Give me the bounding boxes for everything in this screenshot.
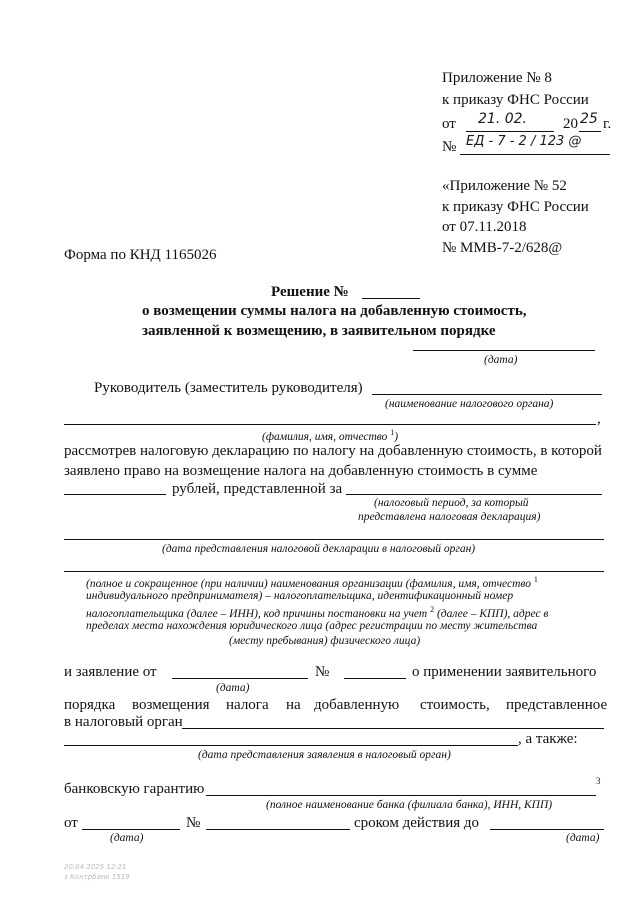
- application-submit-date-field: [64, 745, 518, 746]
- decision-number-field: [362, 298, 420, 299]
- tax-period-caption-2: представлена налоговая декларация): [358, 511, 541, 523]
- old-appendix-line4: № ММВ-7-2/628@: [442, 240, 563, 256]
- guarantee-label: банковскую гарантию: [64, 781, 205, 797]
- organization-caption-2: индивидуального предпринимателя) – налогоплательщика, идентификационный номер: [86, 590, 514, 602]
- decision-date-field: [413, 350, 595, 351]
- old-appendix-line3: от 07.11.2018: [442, 219, 527, 235]
- application-line-word-7: представленное: [506, 697, 608, 713]
- old-appendix-line2: к приказу ФНС России: [442, 199, 589, 215]
- appendix-year-prefix: 20: [563, 116, 578, 132]
- appendix-order: к приказу ФНС России: [442, 92, 589, 108]
- application-line-word-1: порядка: [64, 697, 116, 713]
- appendix-year-suffix: г.: [603, 116, 612, 132]
- organization-caption-3a: налогоплательщика (далее – ИНН), код причины постановки на учет: [86, 607, 428, 620]
- head-fio-comma: ,: [597, 411, 601, 427]
- registration-stamp-line-1: 20.04 2025 12:21: [64, 863, 127, 871]
- application-line-word-3: налога: [226, 697, 269, 713]
- head-fio-caption: (фамилия, имя, отчество: [262, 430, 388, 443]
- tax-authority-caption: (наименование налогового органа): [385, 398, 554, 410]
- footnote-1-marker-2: 1: [533, 575, 538, 584]
- tax-authority-field: [372, 394, 602, 395]
- decision-date-caption: (дата): [484, 354, 518, 366]
- appendix-date-underline: [466, 131, 554, 132]
- organization-caption-5: (месту пребывания) физического лица): [229, 635, 421, 647]
- application-date-field: [172, 678, 308, 679]
- organization-caption-4: пределах места нахождения юридического лица (адрес регистрации по месту жительства: [86, 620, 538, 632]
- application-num-field: [344, 678, 406, 679]
- appendix-date-handwritten: 21. 02.: [478, 111, 527, 127]
- appendix-date-prefix: от: [442, 116, 456, 132]
- application-about: о применении заявительного: [412, 664, 597, 680]
- body-line-2: заявлено право на возмещение налога на добавленную стоимость в сумме: [64, 463, 538, 479]
- decision-subtitle-1: о возмещении суммы налога на добавленную стоимость,: [142, 303, 527, 319]
- rubles-text: рублей, представленной за: [172, 481, 343, 497]
- organization-caption-1: (полное и сокращенное (при наличии) наименования организации (фамилия, имя, отчество: [86, 577, 532, 590]
- application-num-label: №: [315, 664, 330, 680]
- appendix-number: Приложение № 8: [442, 70, 552, 86]
- guarantee-date-caption: (дата): [110, 832, 144, 844]
- body-line-1: рассмотрев налоговую декларацию по налогу на добавленную стоимость, в которой: [64, 443, 602, 459]
- decision-title: Решение №: [271, 284, 349, 300]
- head-fio-field: [64, 424, 596, 425]
- organization-field: [64, 571, 604, 572]
- organization-caption-3b: (далее – КПП), адрес в: [436, 607, 549, 620]
- tax-period-field: [346, 494, 602, 495]
- appendix-num-underline: [460, 154, 610, 155]
- application-tax-org-field: [182, 728, 604, 729]
- application-from: и заявление от: [64, 664, 157, 680]
- bank-name-field: [206, 795, 596, 796]
- application-line-word-2: возмещения: [132, 697, 210, 713]
- head-label: Руководитель (заместитель руководителя): [94, 380, 363, 396]
- footnote-1-marker: 1: [390, 428, 395, 437]
- amount-field: [64, 494, 166, 495]
- decision-subtitle-2: заявленной к возмещению, в заявительном порядке: [142, 323, 496, 339]
- guarantee-validity: сроком действия до: [354, 815, 480, 831]
- footnote-3-marker: 3: [596, 776, 601, 786]
- application-line-word-6: стоимость,: [420, 697, 490, 713]
- guarantee-num-field: [206, 829, 350, 830]
- footnote-2-marker: 2: [430, 605, 435, 614]
- declaration-date-field: [64, 539, 604, 540]
- guarantee-date-field: [82, 829, 180, 830]
- guarantee-validity-caption: (дата): [566, 832, 600, 844]
- application-line-word-5: добавленную: [314, 697, 400, 713]
- guarantee-num-label: №: [186, 815, 201, 831]
- form-code: Форма по КНД 1165026: [64, 247, 217, 263]
- bank-name-caption: (полное наименование банка (филиала банка), ИНН, КПП): [266, 799, 553, 811]
- registration-stamp-line-2: з Контрбанк 1519: [64, 873, 130, 881]
- application-date-caption: (дата): [216, 682, 250, 694]
- tax-period-caption-1: (налоговый период, за который: [374, 497, 529, 509]
- appendix-num-prefix: №: [442, 139, 457, 155]
- appendix-year-handwritten: 25: [580, 111, 598, 127]
- application-also: , а также:: [518, 731, 578, 747]
- appendix-year-underline: [579, 131, 601, 132]
- guarantee-from: от: [64, 815, 78, 831]
- application-line-2: в налоговый орган: [64, 714, 183, 730]
- head-fio-caption-close: ): [394, 430, 399, 443]
- application-line-word-4: на: [286, 697, 301, 713]
- old-appendix-line1: «Приложение № 52: [442, 178, 567, 194]
- declaration-date-caption: (дата представления налоговой декларации в налоговый орган): [162, 543, 476, 555]
- appendix-num-handwritten: ЕД - 7 - 2 / 123 @: [466, 134, 582, 149]
- guarantee-validity-field: [490, 829, 604, 830]
- application-submit-caption: (дата представления заявления в налоговый орган): [198, 749, 451, 761]
